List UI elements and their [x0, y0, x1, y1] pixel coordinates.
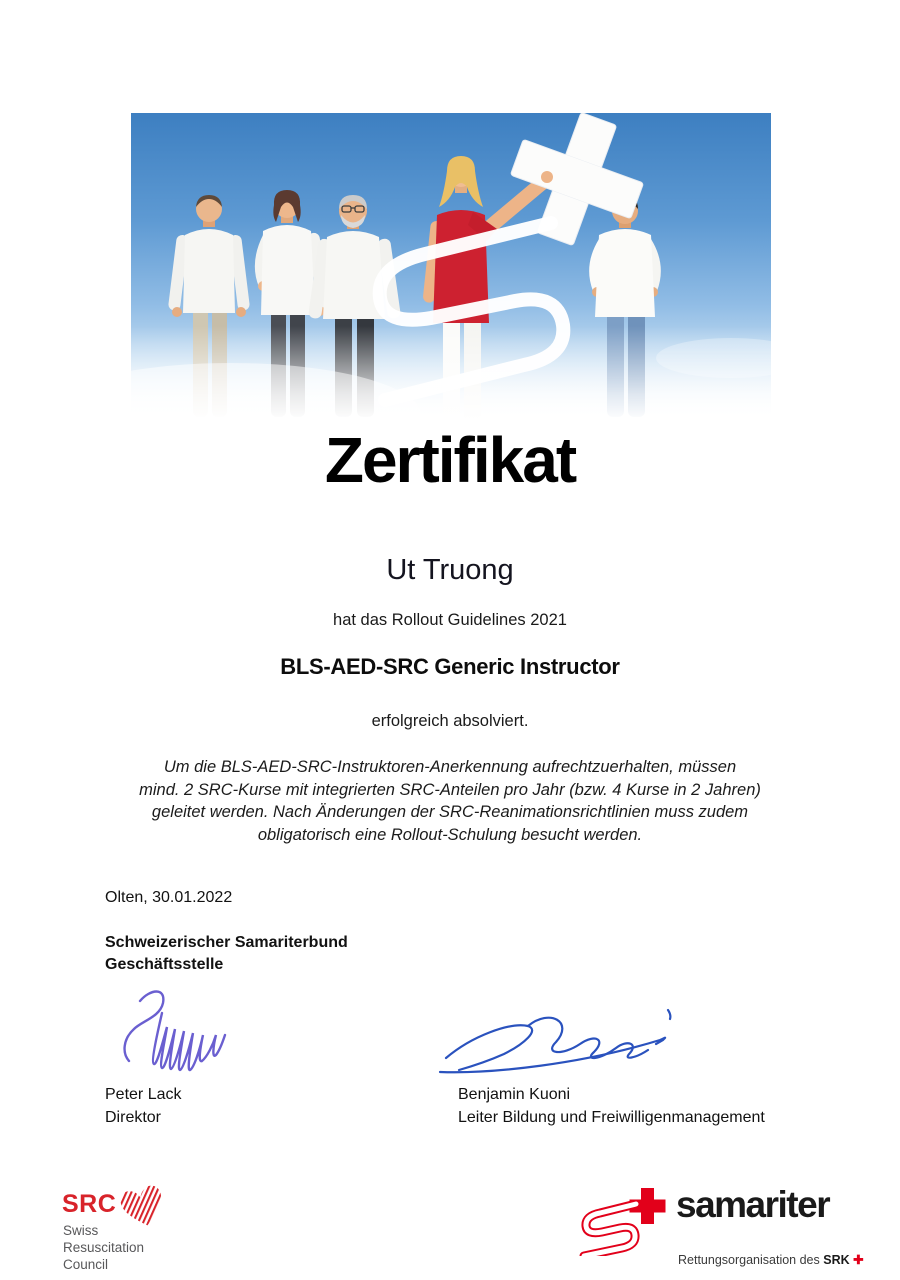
intro-line: hat das Rollout Guidelines 2021 [333, 611, 567, 629]
src-logo-subtext [63, 1222, 144, 1273]
tagline-org: SRK [823, 1253, 850, 1267]
samariter-tagline [678, 1252, 864, 1267]
renewal-note [105, 756, 795, 846]
src-line: Swiss [63, 1223, 99, 1238]
organization-name: Schweizerischer Samariterbund [105, 934, 348, 951]
note-line: obligatorisch eine Rollout-Schulung besucht werden. [257, 825, 643, 844]
samariter-s-icon [578, 1186, 678, 1256]
tagline-text: Rettungsorganisation des [678, 1253, 824, 1267]
signature-peter-lack [110, 983, 260, 1078]
src-logo-text: SRC [62, 1190, 117, 1218]
signatory-name: Benjamin Kuoni [458, 1086, 571, 1103]
signatory-role: Leiter Bildung und Freiwilligenmanagement [458, 1109, 765, 1126]
signature-benjamin-kuoni [432, 1000, 687, 1082]
note-line: mind. 2 SRC-Kurse mit integrierten SRC-Anteilen pro Jahr (bzw. 4 Kurse in 2 Jahren) [139, 780, 761, 799]
organization-unit: Geschäftsstelle [105, 956, 224, 973]
place-date: Olten, 30.01.2022 [105, 889, 233, 906]
recipient-name: Ut Truong [386, 554, 514, 586]
samariter-wordmark: samariter [676, 1184, 830, 1225]
tagline-cross-icon: ✚ [853, 1253, 864, 1267]
src-line: Resuscitation [63, 1240, 145, 1255]
page-title: Zertifikat [324, 424, 576, 496]
note-line: geleitet werden. Nach Änderungen der SRC-Reanimationsrichtlinien muss zudem [151, 803, 749, 821]
signatory-name: Peter Lack [105, 1086, 182, 1103]
src-line: Council [63, 1257, 109, 1272]
signatory-role: Direktor [105, 1109, 162, 1126]
header-photo [131, 113, 771, 421]
completion-line: erfolgreich absolviert. [371, 712, 529, 730]
note-line: Um die BLS-AED-SRC-Instruktoren-Anerkennung aufrechtzuerhalten, müssen [163, 758, 737, 776]
course-title: BLS-AED-SRC Generic Instructor [280, 654, 620, 679]
